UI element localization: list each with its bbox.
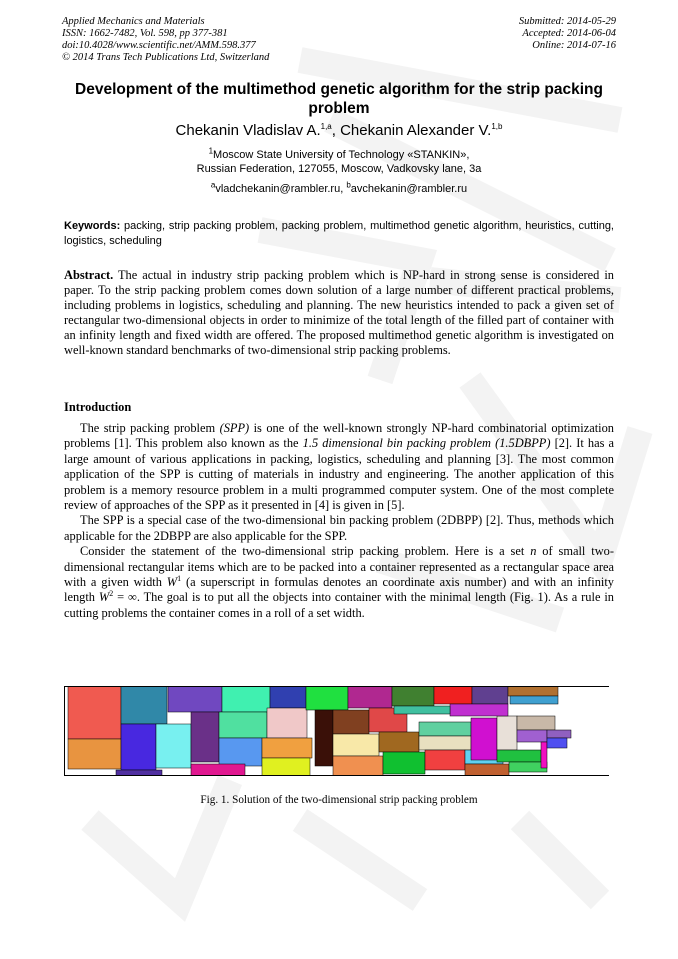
packed-item [156,724,191,768]
p1-italic-2: 1.5 dimensional bin packing problem (1.5DBPP) [302,436,551,451]
author-2: Chekanin Alexander V. [340,122,492,139]
packed-item [541,742,547,768]
author-separator: , [331,122,341,139]
packed-item [168,686,222,712]
packed-item [394,706,450,714]
packed-item [68,739,121,769]
packed-item [471,718,497,760]
packed-item [434,686,472,704]
packed-item [270,686,306,708]
abstract [64,268,614,359]
p3-math-w1-sup: 1 [177,573,182,583]
abstract-label: Abstract. [64,268,114,282]
packed-item [547,738,567,748]
packed-item [547,730,571,738]
p1-text-1: The strip packing problem [80,421,220,435]
online-date: Online: 2014-07-16 [532,40,616,51]
packed-item [267,708,307,738]
section-heading: Introduction [64,400,132,414]
email-a[interactable]: vladchekanin@rambler.ru [215,183,341,195]
introduction-body [64,421,614,621]
abstract-text: The actual in industry strip packing problem which is NP-hard in strong sense is considered in paper. To the strip packing problem comes down solution of a large number of different practical problems, including problems in logistics, scheduling and planning. The new heuristics intended to pack a given set of rectangular two-dimensional objects in order to minimize of the total length of the filled part of container with an infinity length and fixed width are offered. The proposed multimethod genetic algorithm is investigated on well-known standard benchmarks of two-dimensional strip packing problems. [64,268,614,358]
p3-math-n: n [530,544,537,559]
packed-item [315,710,333,766]
doi: doi:10.4028/www.scientific.net/AMM.598.377 [62,40,256,51]
p3-math-w1: W [166,575,178,590]
paragraph-3 [64,544,614,621]
author-1: Chekanin Vladislav A. [175,122,321,139]
p3-math-w2-eq: = ∞ [113,590,137,605]
packed-item [219,738,262,766]
p3-text-4: . The goal is to put all the objects into container with the minimal length (Fig. 1). As a rule in cutting problems the container comes in a roll of a set width. [64,590,614,620]
p1-italic-1: (SPP) [219,421,250,435]
affiliation [62,148,616,176]
emails [62,182,616,196]
packed-item [222,686,270,712]
author-2-affil: 1,b [491,122,503,131]
paper-title [62,80,616,118]
journal-name: Applied Mechanics and Materials [62,16,205,27]
packed-item [419,722,471,736]
email-sep: , [340,183,347,195]
packed-item [472,686,508,704]
journal-header [62,16,269,64]
dates-header [519,16,616,52]
p3-text-2: of small two-dimensional rectangular items which are to be packed into a container represented as a rectangular space area with a given width [64,544,614,590]
packed-item [219,712,267,738]
copyright: © 2014 Trans Tech Publications Ltd, Switzerland [62,52,270,63]
email-b[interactable]: avchekanin@rambler.ru [350,183,468,195]
packed-item [419,736,471,750]
issn: ISSN: 1662-7482, Vol. 598, pp 377-381 [62,28,228,39]
packed-item [497,750,541,762]
title-line-1: Development of the multimethod genetic algorithm for the strip packing [75,81,603,98]
packed-item [465,764,509,776]
submitted-date: Submitted: 2014-05-29 [518,16,616,27]
author-1-affil: 1,a [320,122,332,131]
packed-item [383,752,425,774]
packed-item [510,696,558,704]
packed-item [450,704,508,716]
authors [62,122,616,140]
packed-item [333,710,369,734]
packed-item [262,758,310,776]
p3-math-w2-sup: 2 [109,589,114,599]
paragraph-1 [64,421,614,513]
affil-sup: 1 [208,146,214,156]
packed-item [68,686,121,739]
figure-caption: Fig. 1. Solution of the two-dimensional strip packing problem [200,794,478,806]
packed-item [517,730,547,742]
p1-text-2: is one of the well-known strongly NP-hard combinatorial optimization problems [1]. This problem also known as the [64,421,614,451]
p3-math-w2: W [98,590,110,605]
packed-item [191,712,219,762]
packed-item [333,734,379,756]
paragraph-2: The SPP is a special case of the two-dimensional bin packing problem (2DBPP) [2]. Thus, methods which applicable for the 2DBPP are also applicable for the SPP. [64,513,614,543]
packed-item [497,716,517,750]
keywords-text: packing, strip packing problem, packing problem, multimethod genetic algorithm, heuristics, cutting, logistics, scheduling [64,220,614,247]
accepted-date: Accepted: 2014-06-04 [522,28,616,39]
packed-item [392,686,434,706]
packed-item [121,686,167,724]
packed-item [348,686,392,708]
keywords [64,219,614,249]
strip-packing-figure [64,686,612,776]
packed-item [379,732,419,752]
packed-item [333,756,383,776]
packed-item [262,738,312,758]
keywords-label: Keywords: [64,220,121,232]
packed-item [306,686,348,710]
title-line-2: problem [308,100,370,117]
packed-item [191,764,245,776]
email-a-sup: a [210,180,216,190]
affil-line-2: Russian Federation, 127055, Moscow, Vadkovsky lane, 3a [196,163,482,175]
email-b-sup: b [346,180,351,190]
p1-text-3: [2]. It has a large amount of various applications in packing, logistics, scheduling and planning [3]. The most common application of the SPP is cutting of materials in industry and engineering. The another application of this problem is a memory resource problem in a multi programmed computer system. One of the most complete review of approaches of the SPP as it presented in [4] is given in [5]. [64,436,614,513]
affil-line-1: Moscow State University of Technology «STANKIN», [213,149,470,161]
packed-item [121,724,156,770]
packed-item [517,716,555,730]
packed-item [425,750,465,770]
p3-text-1: Consider the statement of the two-dimensional strip packing problem. Here is a set [80,544,531,559]
p3-text-3: (a superscript in formulas denotes an coordinate axis number) and with an infinity length [64,575,615,605]
packed-item [508,686,558,696]
